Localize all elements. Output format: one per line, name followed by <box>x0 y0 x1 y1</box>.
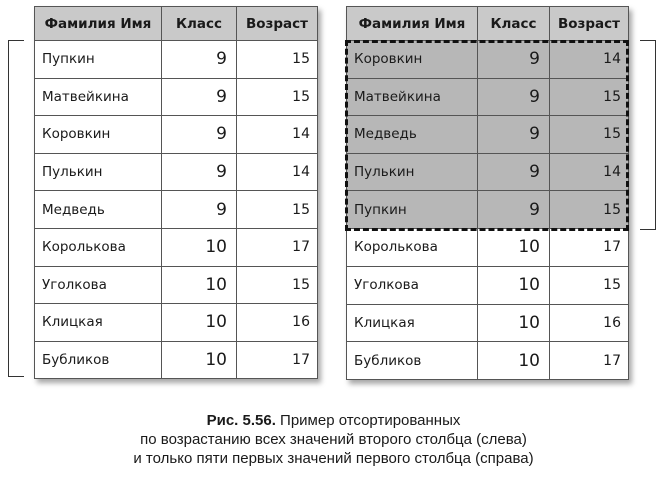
cell-age: 14 <box>550 41 629 79</box>
cell-age: 15 <box>237 78 318 116</box>
caption-label: Рис. 5.56. <box>206 412 276 429</box>
cell-class: 10 <box>478 304 550 342</box>
table-row <box>35 341 318 379</box>
cell-name: Пулькин <box>347 153 478 191</box>
caption-line-3: и только пяти первых значений первого столбца (справа) <box>133 450 534 467</box>
table-row <box>347 342 629 380</box>
cell-name: Бубликов <box>35 341 162 379</box>
cell-name: Королькова <box>35 228 162 266</box>
cell-name: Медведь <box>347 116 478 154</box>
cell-age: 15 <box>550 78 629 116</box>
table-row <box>347 266 629 304</box>
cell-class: 9 <box>162 191 237 229</box>
selected-table-row <box>347 191 629 229</box>
cell-class: 9 <box>478 41 550 79</box>
table-row <box>35 116 318 154</box>
cell-age: 15 <box>550 266 629 304</box>
caption-line-2: по возрастанию всех значений второго столбца (слева) <box>140 431 527 448</box>
cell-name: Матвейкина <box>347 78 478 116</box>
cell-age: 17 <box>550 342 629 380</box>
cell-name: Коровкин <box>35 116 162 154</box>
cell-name: Уголкова <box>35 266 162 304</box>
cell-name: Пулькин <box>35 153 162 191</box>
selected-table-row <box>347 116 629 154</box>
cell-age: 17 <box>237 228 318 266</box>
table-row <box>35 191 318 229</box>
cell-name: Бубликов <box>347 342 478 380</box>
cell-class: 9 <box>162 153 237 191</box>
cell-class: 10 <box>478 342 550 380</box>
selected-table-row <box>347 41 629 79</box>
cell-age: 15 <box>237 41 318 79</box>
cell-age: 16 <box>237 304 318 342</box>
column-header-name: Фамилия Имя <box>35 7 162 41</box>
table-row <box>35 266 318 304</box>
cell-name: Медведь <box>35 191 162 229</box>
cell-class: 9 <box>478 78 550 116</box>
column-header-age: Возраст <box>550 7 629 41</box>
right-table <box>346 6 629 380</box>
table-row <box>35 78 318 116</box>
cell-name: Уголкова <box>347 266 478 304</box>
cell-age: 15 <box>237 266 318 304</box>
cell-age: 15 <box>550 116 629 154</box>
selected-table-row <box>347 78 629 116</box>
cell-class: 10 <box>478 266 550 304</box>
header-row <box>35 7 318 41</box>
cell-age: 17 <box>550 228 629 266</box>
cell-age: 14 <box>237 116 318 154</box>
cell-name: Пупкин <box>347 191 478 229</box>
cell-class: 9 <box>478 116 550 154</box>
table-row <box>347 228 629 266</box>
cell-class: 9 <box>478 153 550 191</box>
cell-class: 9 <box>162 78 237 116</box>
cell-name: Королькова <box>347 228 478 266</box>
caption-text: Пример отсортированных <box>275 412 461 429</box>
cell-age: 14 <box>237 153 318 191</box>
cell-name: Коровкин <box>347 41 478 79</box>
table-row <box>35 153 318 191</box>
cell-class: 10 <box>478 228 550 266</box>
table-row <box>35 304 318 342</box>
left-bracket <box>8 40 24 377</box>
cell-class: 10 <box>162 341 237 379</box>
cell-class: 10 <box>162 266 237 304</box>
cell-name: Клицкая <box>35 304 162 342</box>
figure-caption <box>0 411 667 468</box>
right-bracket <box>640 40 656 230</box>
cell-name: Клицкая <box>347 304 478 342</box>
cell-name: Пупкин <box>35 41 162 79</box>
left-table <box>34 6 318 379</box>
cell-age: 14 <box>550 153 629 191</box>
cell-name: Матвейкина <box>35 78 162 116</box>
header-row <box>347 7 629 41</box>
cell-age: 15 <box>237 191 318 229</box>
table-row <box>35 41 318 79</box>
cell-class: 10 <box>162 228 237 266</box>
column-header-class: Класс <box>162 7 237 41</box>
cell-class: 10 <box>162 304 237 342</box>
cell-age: 15 <box>550 191 629 229</box>
cell-age: 16 <box>550 304 629 342</box>
cell-class: 9 <box>162 41 237 79</box>
caption-line-1 <box>0 411 667 430</box>
cell-class: 9 <box>478 191 550 229</box>
selected-table-row <box>347 153 629 191</box>
column-header-class: Класс <box>478 7 550 41</box>
cell-age: 17 <box>237 341 318 379</box>
column-header-name: Фамилия Имя <box>347 7 478 41</box>
column-header-age: Возраст <box>237 7 318 41</box>
table-row <box>347 304 629 342</box>
table-row <box>35 228 318 266</box>
cell-class: 9 <box>162 116 237 154</box>
